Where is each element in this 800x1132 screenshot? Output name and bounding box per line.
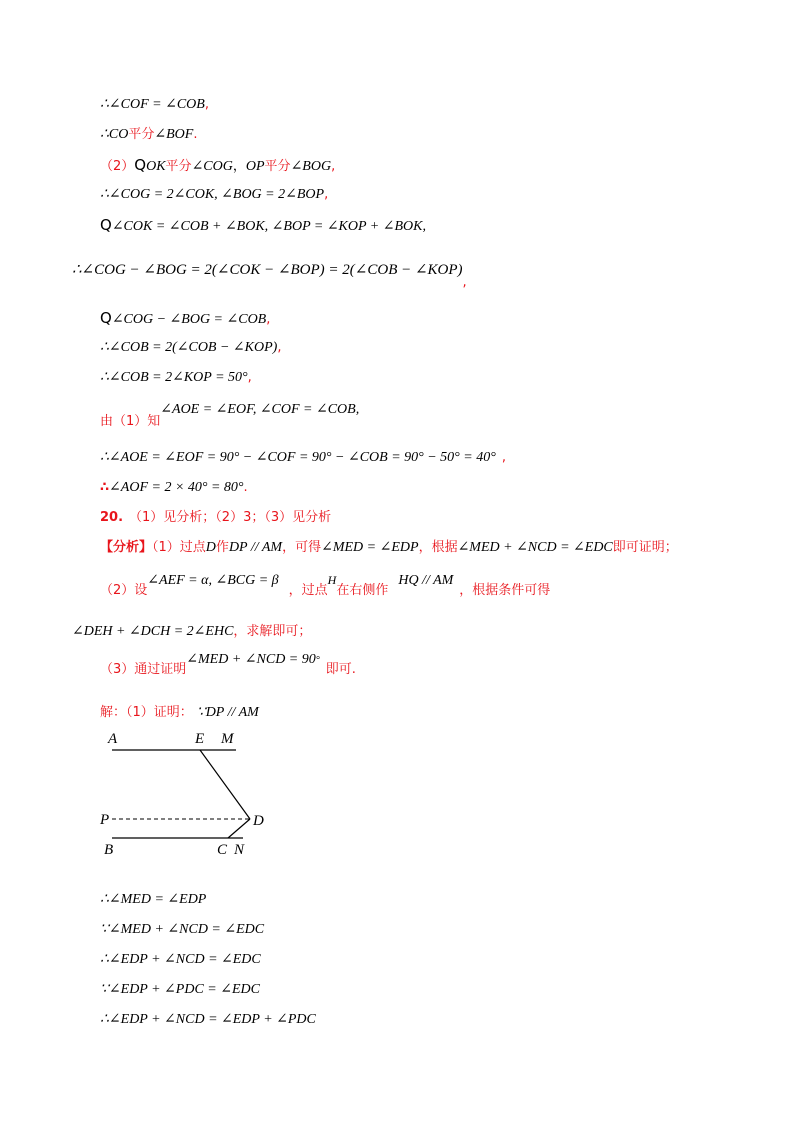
text-segment: 平分 bbox=[165, 159, 192, 174]
solution-line-4 bbox=[100, 950, 261, 970]
math-expression: ∠DEH + ∠DCH = 2∠EHC bbox=[72, 624, 234, 639]
label-b: B bbox=[104, 842, 114, 858]
punctuation: , bbox=[247, 370, 252, 385]
analysis-line-1 bbox=[100, 538, 678, 558]
label-e: E bbox=[195, 731, 205, 747]
label-p: P bbox=[100, 812, 110, 828]
part-label: （2） bbox=[100, 159, 135, 174]
solution-line-3 bbox=[100, 920, 264, 940]
math-expression: ∠MED = ∠EDP bbox=[321, 540, 419, 555]
punctuation: . bbox=[243, 480, 248, 495]
math-expression: H bbox=[327, 573, 337, 587]
math-expression: ∠AEF = α, ∠BCG = β bbox=[147, 573, 279, 588]
text-segment: ，可得 bbox=[282, 540, 322, 555]
proof-line-10 bbox=[100, 402, 360, 429]
proof-line-4 bbox=[100, 185, 328, 205]
analysis-line-3 bbox=[72, 622, 311, 642]
text-segment: 作 bbox=[215, 540, 229, 555]
solution-line-1 bbox=[100, 703, 259, 723]
math-expression: DP // AM bbox=[228, 540, 283, 555]
math-expression: ∵∠MED + ∠NCD = ∠EDC bbox=[100, 922, 265, 937]
proof-line-11 bbox=[100, 448, 506, 468]
math-expression: ∠AOE = ∠EOF, ∠COF = ∠COB, bbox=[160, 402, 360, 417]
text-segment: ，求解即可； bbox=[233, 624, 312, 639]
math-expression: ∵DP // AM bbox=[196, 705, 259, 720]
text-segment: （1）过点 bbox=[152, 540, 206, 555]
math-expression: ∠BOF bbox=[154, 127, 194, 142]
text-segment: ， bbox=[232, 159, 246, 174]
math-expression: ∠COK = ∠COB + ∠BOK, ∠BOP = ∠KOP + ∠BOK, bbox=[111, 219, 426, 234]
math-expression: HQ // AM bbox=[398, 573, 454, 588]
segment-ed bbox=[200, 750, 250, 819]
question-number: 20. bbox=[100, 510, 124, 525]
proof-line-2 bbox=[100, 125, 197, 145]
punctuation: , bbox=[331, 159, 336, 174]
punctuation: , bbox=[324, 187, 329, 202]
text-segment: 即可. bbox=[325, 662, 356, 677]
because-symbol: Q bbox=[100, 216, 112, 234]
label-a: A bbox=[108, 731, 118, 747]
math-expression: ∴∠AOE = ∠EOF = 90° − ∠COF = 90° − ∠COB = 90° − 50° = 40° bbox=[100, 450, 496, 465]
proof-line-7 bbox=[100, 308, 270, 330]
proof-line-6 bbox=[72, 260, 467, 290]
math-expression: ∠MED + ∠NCD = 90 bbox=[186, 652, 316, 667]
math-expression: ∴∠COG − ∠BOG = 2(∠COK − ∠BOP) = 2(∠COB − ∠KOP) bbox=[72, 262, 463, 278]
punctuation: , bbox=[501, 450, 506, 465]
text-segment: （3）通过证明 bbox=[100, 662, 187, 677]
math-expression: ∴∠EDP + ∠NCD = ∠EDP + ∠PDC bbox=[100, 1012, 316, 1027]
math-expression: ∴∠COB = 2∠KOP = 50° bbox=[100, 370, 248, 385]
analysis-line-4 bbox=[100, 652, 356, 681]
math-expression: OP bbox=[245, 159, 265, 174]
proof-line-1 bbox=[100, 95, 209, 115]
text-segment: ，根据条件可得 bbox=[459, 583, 551, 598]
answer-summary-20 bbox=[100, 508, 331, 528]
punctuation: , bbox=[266, 312, 271, 327]
text-segment: 平分 bbox=[128, 127, 155, 142]
proof-line-3 bbox=[100, 155, 335, 177]
label-n: N bbox=[234, 842, 245, 858]
segment-dc bbox=[228, 819, 250, 838]
punctuation: , bbox=[204, 97, 209, 112]
degree-symbol: ° bbox=[315, 655, 320, 666]
math-expression: ∠COG − ∠BOG = ∠COB bbox=[111, 312, 267, 327]
punctuation: , bbox=[462, 275, 467, 290]
label-m: M bbox=[221, 731, 234, 747]
math-expression: ∠MED + ∠NCD = ∠EDC bbox=[457, 540, 613, 555]
punctuation: . bbox=[193, 127, 198, 142]
math-expression: ∴∠COB = 2(∠COB − ∠KOP) bbox=[100, 340, 278, 355]
solution-line-6 bbox=[100, 1010, 316, 1030]
punctuation: , bbox=[277, 340, 282, 355]
text-segment: 在右侧作 bbox=[336, 583, 389, 598]
math-expression: ∴CO bbox=[100, 127, 129, 142]
solution-heading: 解：（1）证明： bbox=[100, 705, 193, 720]
label-c: C bbox=[217, 842, 228, 858]
math-expression: ∠BOG bbox=[290, 159, 332, 174]
proof-line-5 bbox=[100, 215, 426, 237]
math-expression: ∴∠EDP + ∠NCD = ∠EDC bbox=[100, 952, 261, 967]
therefore-symbol: ∴ bbox=[100, 480, 110, 495]
proof-line-9 bbox=[100, 368, 252, 388]
label-d: D bbox=[253, 813, 264, 829]
text-segment: ，过点 bbox=[288, 583, 328, 598]
text-segment: 即可证明； bbox=[612, 540, 678, 555]
math-expression: ∴∠COG = 2∠COK, ∠BOG = 2∠BOP bbox=[100, 187, 325, 202]
solution-line-2 bbox=[100, 890, 206, 910]
math-expression: D bbox=[205, 540, 216, 555]
because-symbol: Q bbox=[134, 156, 147, 174]
proof-line-12 bbox=[100, 478, 248, 498]
text-segment: （2）设 bbox=[100, 583, 148, 598]
math-expression: OK bbox=[146, 159, 166, 174]
text-segment: ，根据 bbox=[418, 540, 458, 555]
because-symbol: Q bbox=[100, 309, 112, 327]
math-expression: ∠AOF = 2 × 40° = 80° bbox=[109, 480, 244, 495]
math-expression: ∵∠EDP + ∠PDC = ∠EDC bbox=[100, 982, 260, 997]
math-expression: ∴∠MED = ∠EDP bbox=[100, 892, 207, 907]
answer-summary: （1）见分析；（2）3；（3）见分析 bbox=[129, 510, 332, 525]
text-segment: 平分 bbox=[264, 159, 291, 174]
solution-line-5 bbox=[100, 980, 260, 1000]
proof-line-8 bbox=[100, 338, 281, 358]
analysis-heading: 【分析】 bbox=[100, 540, 153, 555]
math-expression: ∴∠COF = ∠COB bbox=[100, 97, 205, 112]
geometry-figure bbox=[96, 728, 286, 858]
analysis-line-2 bbox=[100, 573, 551, 601]
text-segment: 由（1）知 bbox=[100, 414, 161, 429]
math-expression: ∠COG bbox=[191, 159, 233, 174]
